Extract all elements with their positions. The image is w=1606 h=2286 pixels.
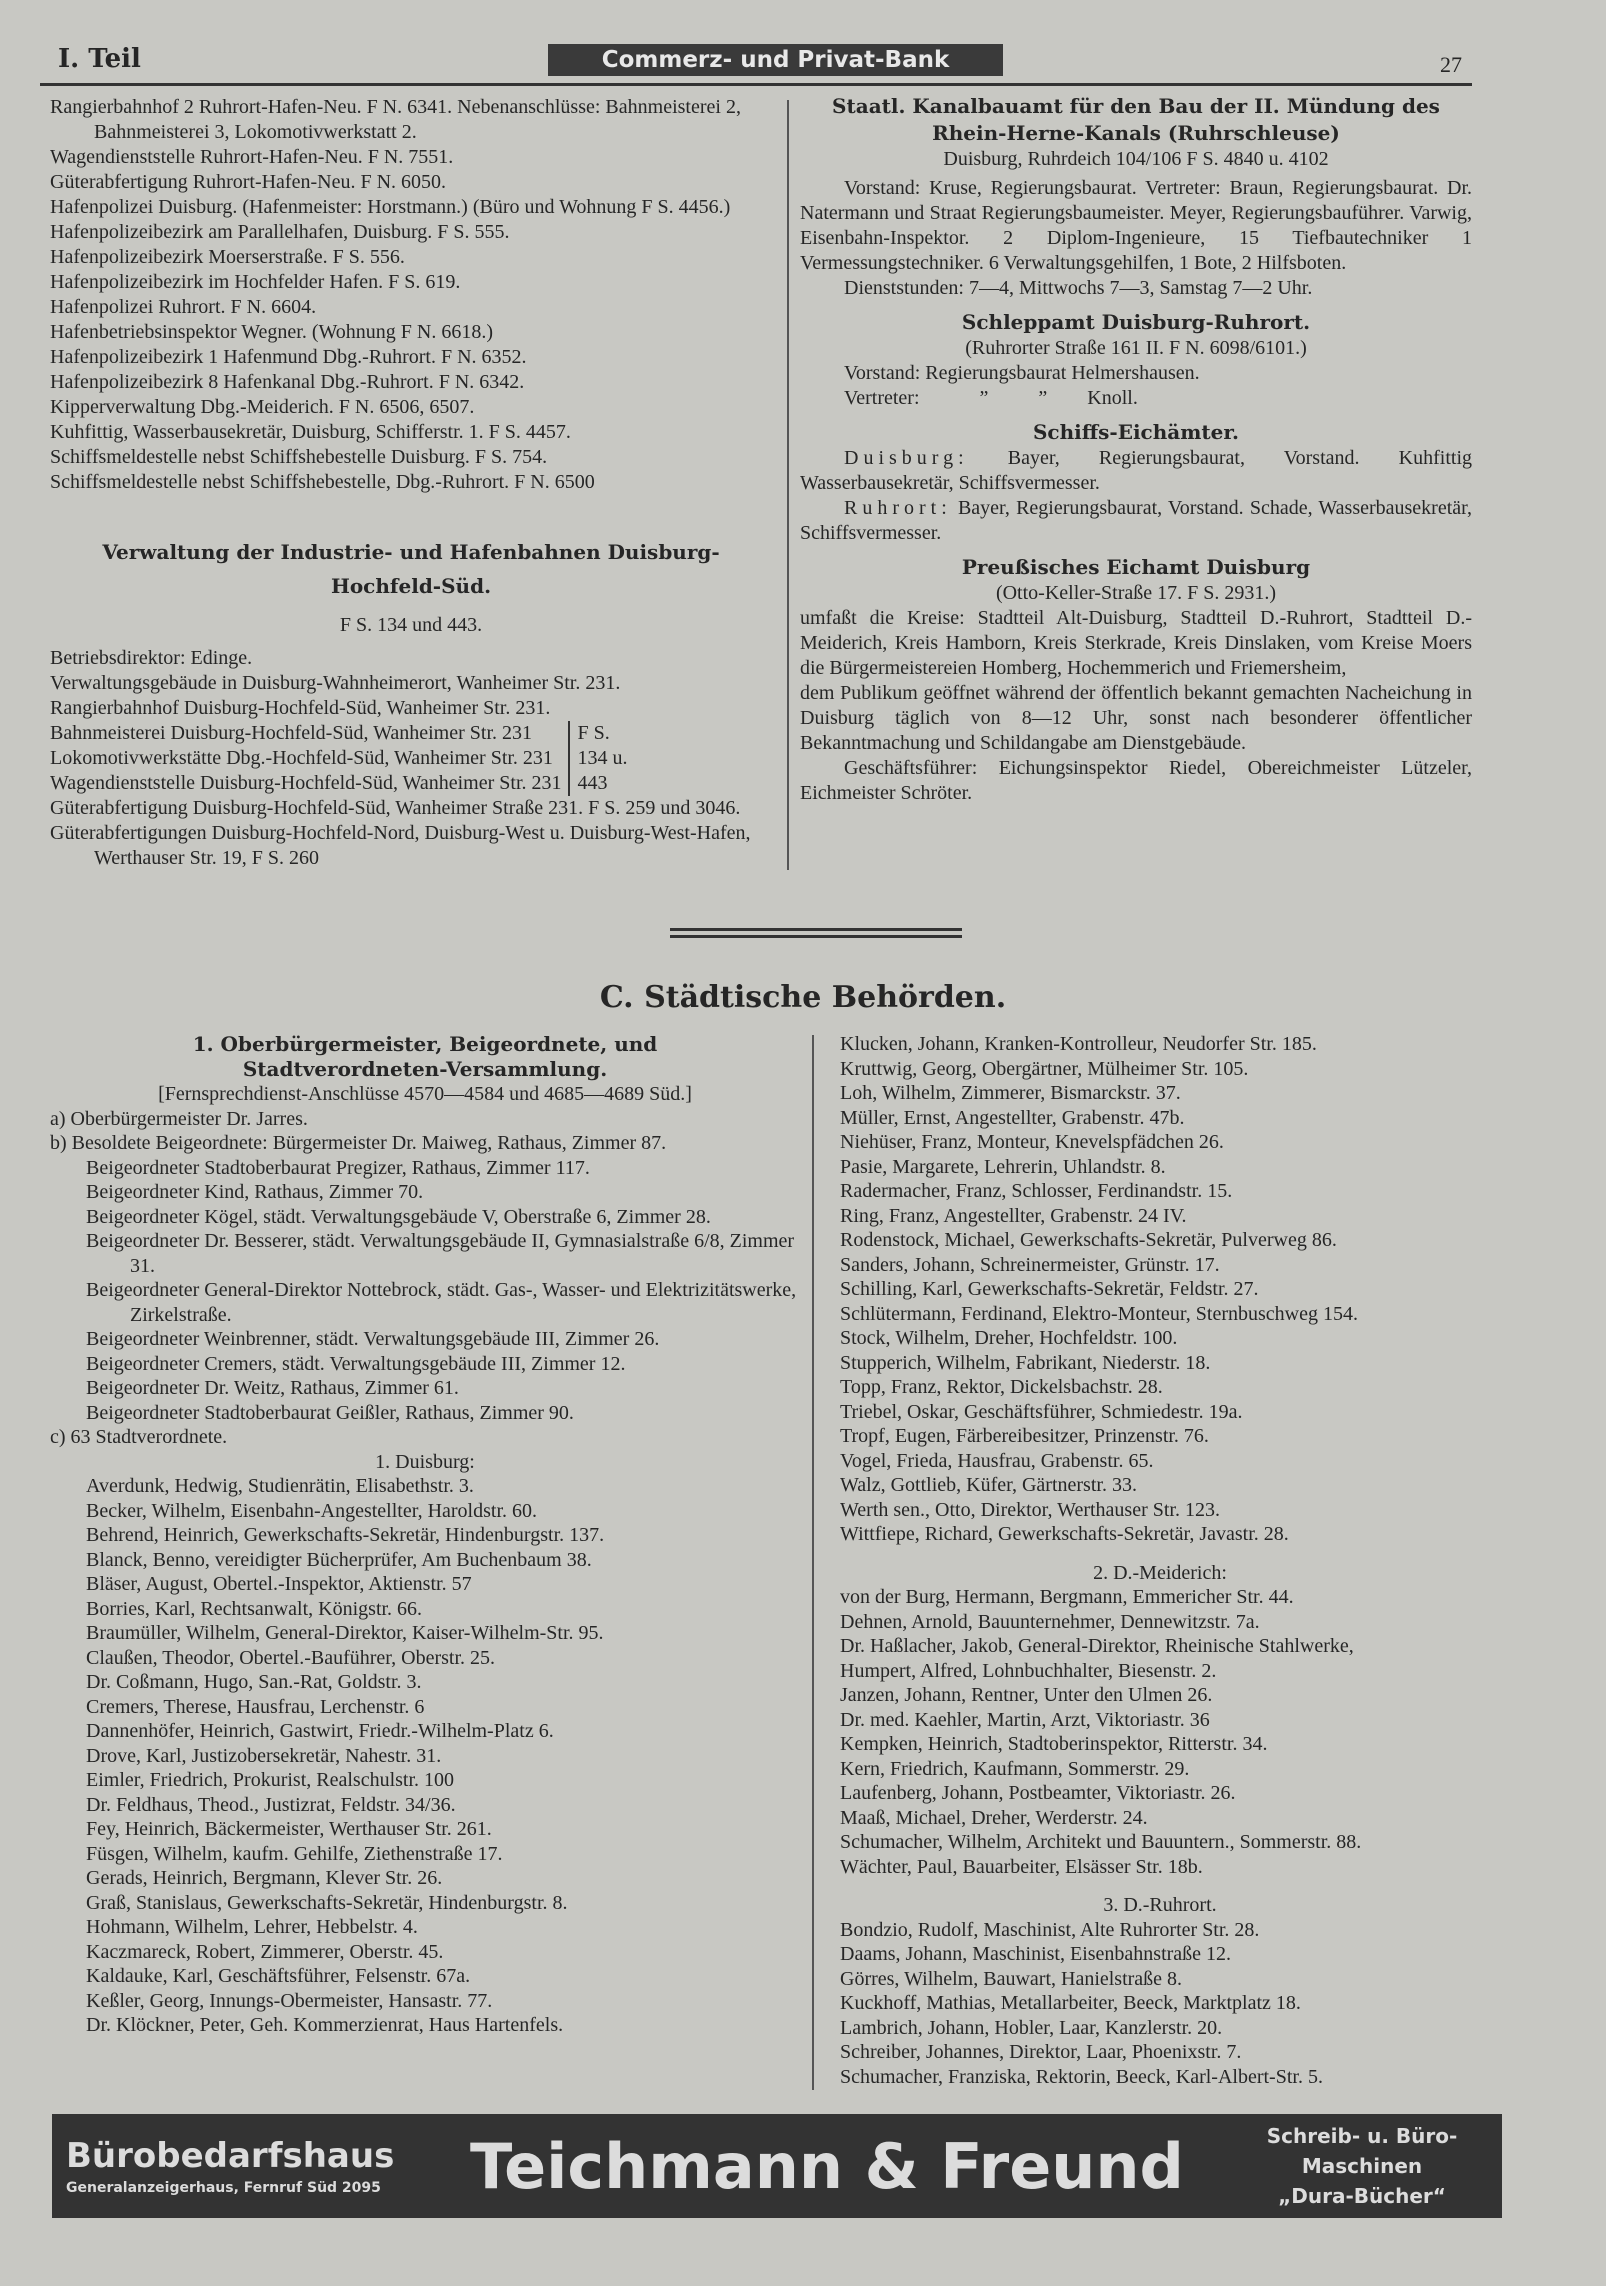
section-title: Schiffs-Eichämter. xyxy=(1032,420,1240,444)
list-item: Lokomotivwerkstätte Dbg.-Hochfeld-Süd, Wanheimer Str. 231 xyxy=(50,747,553,769)
list-item: Kipperverwaltung Dbg.-Meiderich. F N. 6506, 6507. xyxy=(50,396,475,418)
list-item: Beigeordneter Cremers, städt. Verwaltungsgebäude III, Zimmer 12. xyxy=(86,1352,626,1375)
list-item: Beigeordneter Dr. Besserer, städt. Verwaltungsgebäude II, Gymnasialstraße 6/8, Zimmer 31. xyxy=(86,1230,795,1277)
list xyxy=(50,1156,800,1426)
list-item: Betriebsdirektor: Edinge. xyxy=(50,647,253,669)
section-title: Staatl. Kanalbauamt für den Bau der II. Mündung des Rhein-Herne-Kanals (Ruhrschleuse) xyxy=(832,94,1440,145)
place: Ruhrort: xyxy=(844,497,952,519)
list-item: Wagendienststelle Ruhrort-Hafen-Neu. F N. 7551. xyxy=(50,146,454,168)
industriebahn-section xyxy=(50,535,772,871)
list-item: Schumacher, Wilhelm, Architekt und Bauuntern., Sommerstr. 88. xyxy=(840,1831,1362,1853)
list-item: Dr. Haßlacher, Jakob, General-Direktor, Rheinische Stahlwerke, xyxy=(840,1635,1354,1657)
list-item: Schilling, Karl, Gewerkschafts-Sekretär, Feldstr. 27. xyxy=(840,1278,1259,1300)
list-item: Hafenpolizeibezirk Moerserstraße. F S. 556. xyxy=(50,246,405,268)
list-item: Beigeordneter Stadtoberbaurat Pregizer, Rathaus, Zimmer 117. xyxy=(86,1156,590,1179)
column-divider xyxy=(787,100,789,870)
advert-line: Maschinen xyxy=(1301,2154,1423,2178)
list-item: Dehnen, Arnold, Bauunternehmer, Dennewitzstr. 7a. xyxy=(840,1610,1260,1633)
entry-text: Bayer, Regierungsbaurat, Vorstand. Schade, Wasserbausekretär, Schiffsvermesser. xyxy=(800,497,1473,544)
list-item: Dr. Feldhaus, Theod., Justizrat, Feldstr. 34/36. xyxy=(86,1793,456,1816)
list-item: Graß, Stanislaus, Gewerkschafts-Sekretär, Hindenburgstr. 8. xyxy=(86,1891,568,1914)
list-item: Füsgen, Wilhelm, kaufm. Gehilfe, Ziethenstraße 17. xyxy=(86,1842,503,1865)
list-item: Werth sen., Otto, Direktor, Werthauser Str. 123. xyxy=(840,1498,1220,1521)
list-item: Vogel, Frieda, Hausfrau, Grabenstr. 65. xyxy=(840,1449,1154,1472)
list-item: Dannenhöfer, Heinrich, Gastwirt, Friedr.-Wilhelm-Platz 6. xyxy=(86,1720,554,1742)
councillors-label: c) 63 Stadtverordnete. xyxy=(50,1426,228,1448)
list-item: Laufenberg, Johann, Postbeamter, Viktoriastr. 26. xyxy=(840,1782,1236,1804)
list-item: Klucken, Johann, Kranken-Kontrolleur, Neudorfer Str. 185. xyxy=(840,1033,1317,1055)
list-item: Claußen, Theodor, Obertel.-Bauführer, Oberstr. 25. xyxy=(86,1646,496,1669)
list-item: Schreiber, Johannes, Direktor, Laar, Phoenixstr. 7. xyxy=(840,2041,1242,2063)
district-label: 2. D.-Meiderich: xyxy=(1093,1561,1227,1584)
list-item: Schumacher, Franziska, Rektorin, Beeck, Karl-Albert-Str. 5. xyxy=(840,2065,1323,2088)
advert-left xyxy=(52,2134,432,2198)
list-item: Borries, Karl, Rechtsanwalt, Königstr. 66. xyxy=(86,1597,423,1620)
list-item: von der Burg, Hermann, Bergmann, Emmericher Str. 44. xyxy=(840,1586,1294,1608)
address: (Otto-Keller-Straße 17. F S. 2931.) xyxy=(995,582,1277,604)
list-item: Becker, Wilhelm, Eisenbahn-Angestellter, Haroldstr. 60. xyxy=(86,1499,537,1522)
list-item: Kuhfittig, Wasserbausekretär, Duisburg, Schifferstr. 1. F S. 4457. xyxy=(50,421,571,443)
vertreter-row xyxy=(800,386,1472,411)
section-title: Schleppamt Duisburg-Ruhrort. xyxy=(961,310,1311,334)
list-item: Kaczmareck, Robert, Zimmerer, Oberstr. 45. xyxy=(86,1940,444,1963)
list-item: Beigeordneter Kögel, städt. Verwaltungsgebäude V, Oberstraße 6, Zimmer 28. xyxy=(86,1205,711,1228)
list-item: Bläser, August, Obertel.-Inspektor, Aktienstr. 57 xyxy=(86,1573,472,1595)
entry-text: Bayer, Regierungsbaurat, Vorstand. Kuhfittig Wasserbausekretär, Schiffsvermesser. xyxy=(800,447,1472,494)
eichamt-entry xyxy=(800,496,1472,546)
list-item: Wittfiepe, Richard, Gewerkschafts-Sekretär, Javastr. 28. xyxy=(840,1523,1289,1545)
address: (Ruhrorter Straße 161 II. F N. 6098/6101.) xyxy=(965,337,1307,359)
list-item: Kruttwig, Georg, Obergärtner, Mülheimer Str. 105. xyxy=(840,1057,1249,1080)
list-item: Averdunk, Hedwig, Studienrätin, Elisabethstr. 3. xyxy=(86,1475,474,1497)
list-item: Sanders, Johann, Schreinermeister, Grünstr. 17. xyxy=(840,1253,1220,1276)
list-item: Humpert, Alfred, Lohnbuchhalter, Biesenstr. 2. xyxy=(840,1659,1217,1682)
list-item: Güterabfertigung Duisburg-Hochfeld-Süd, Wanheimer Straße 231. F S. 259 und 3046. xyxy=(50,797,741,819)
list xyxy=(840,1918,1480,2090)
list-item: Rangierbahnhof 2 Ruhrort-Hafen-Neu. F N. 6341. Nebenanschlüsse: Bahnmeisterei 2, Bahnmeisterei 3, Lokomotivwerkstatt 2. xyxy=(50,96,741,143)
list-item: Bondzio, Rudolf, Maschinist, Alte Ruhrorter Str. 28. xyxy=(840,1918,1260,1941)
eichamt-entry xyxy=(800,446,1472,496)
phone-lines: [Fernsprechdienst-Anschlüsse 4570—4584 und 4685—4689 Süd.] xyxy=(158,1083,692,1105)
list-item: Hafenbetriebsinspektor Wegner. (Wohnung F N. 6618.) xyxy=(50,321,493,343)
kanalbauamt-section xyxy=(800,93,1472,806)
list-item: Wagendienststelle Duisburg-Hochfeld-Süd, Wanheimer Str. 231 xyxy=(50,772,562,794)
place: Duisburg: xyxy=(844,447,969,469)
list-item: Hafenpolizeibezirk am Parallelhafen, Duisburg. F S. 555. xyxy=(50,221,510,243)
mayor: a) Oberbürgermeister Dr. Jarres. xyxy=(50,1107,308,1130)
list-item: Stock, Wilhelm, Dreher, Hochfeldstr. 100. xyxy=(840,1327,1178,1349)
list-item: Niehüser, Franz, Monteur, Knevelspfädchen 26. xyxy=(840,1131,1224,1153)
list-item: Kuckhoff, Mathias, Metallarbeiter, Beeck, Marktplatz 18. xyxy=(840,1992,1301,2014)
list-item: Beigeordneter Kind, Rathaus, Zimmer 70. xyxy=(86,1181,424,1203)
section-title: 1. Oberbürgermeister, Beigeordnete, und Stadtverordneten-Versammlung. xyxy=(192,1032,658,1081)
list-item: Daams, Johann, Maschinist, Eisenbahnstraße 12. xyxy=(840,1943,1232,1965)
list-item: Kern, Friedrich, Kaufmann, Sommerstr. 29. xyxy=(840,1757,1190,1780)
list-item: Blanck, Benno, vereidigter Bücherprüfer, Am Buchenbaum 38. xyxy=(86,1548,592,1571)
list-item: Beigeordneter Weinbrenner, städt. Verwaltungsgebäude III, Zimmer 26. xyxy=(86,1328,660,1350)
section-title: Verwaltung der Industrie- und Hafenbahnen Duisburg-Hochfeld-Süd. xyxy=(102,540,720,598)
section-rule xyxy=(670,935,962,938)
bracket-group xyxy=(50,721,772,796)
advert-right xyxy=(1222,2121,1502,2211)
bracket-phone: 134 u. xyxy=(577,747,628,769)
advert-shop: Bürobedarfshaus xyxy=(66,2136,395,2176)
list-item: Loh, Wilhelm, Zimmerer, Bismarckstr. 37. xyxy=(840,1082,1181,1104)
list-item: Güterabfertigungen Duisburg-Hochfeld-Nord, Duisburg-West u. Duisburg-West-Hafen, Werthauser Str. 19, F S. 260 xyxy=(50,822,751,869)
list-item: Görres, Wilhelm, Bauwart, Hanielstraße 8. xyxy=(840,1967,1183,1990)
districts: umfaßt die Kreise: Stadtteil Alt-Duisburg, Stadtteil D.-Ruhrort, Stadtteil D.-Meiderich, Kreis Hamborn, Kreis Sterkrade, Kreis Dinslaken, vom Kreise Moers die Bürgermeistereien Homberg, Hochemmerich und Friemersheim, xyxy=(800,607,1472,679)
list-item: Rodenstock, Michael, Gewerkschafts-Sekretär, Pulverweg 86. xyxy=(840,1229,1337,1251)
harbour-offices-list xyxy=(50,95,772,495)
staff-text: Vorstand: Kruse, Regierungsbaurat. Vertreter: Braun, Regierungsbaurat. Dr. Natermann und Straat Regierungsbaumeister. Meyer, Regierungsbauführer. Varwig, Eisenbahn-Inspektor. 2 Diplom-Ingenieure, 15 Tiefbautechniker 1 Vermessungstechniker. 6 Verwaltungsgehilfen, 1 Bote, 2 Hilfsboten. xyxy=(800,177,1472,274)
list-item: Wächter, Paul, Bauarbeiter, Elsässer Str. 18b. xyxy=(840,1855,1203,1878)
list-item: Güterabfertigung Ruhrort-Hafen-Neu. F N. 6050. xyxy=(50,171,447,193)
list xyxy=(570,721,628,796)
vorstand: Vorstand: Regierungsbaurat Helmershausen. xyxy=(844,362,1200,384)
list xyxy=(840,1032,1480,1547)
list xyxy=(50,721,570,796)
advert-company: Teichmann & Freund xyxy=(470,2129,1184,2203)
header-rule xyxy=(40,83,1472,86)
vertreter-name: Knoll. xyxy=(1087,387,1138,409)
list-item: Radermacher, Franz, Schlosser, Ferdinandstr. 15. xyxy=(840,1180,1233,1202)
list-item: Topp, Franz, Rektor, Dickelsbachstr. 28. xyxy=(840,1376,1163,1398)
list-item: Braumüller, Wilhelm, General-Direktor, Kaiser-Wilhelm-Str. 95. xyxy=(86,1622,604,1644)
list-item: Kaldauke, Karl, Geschäftsführer, Felsenstr. 67a. xyxy=(86,1965,471,1987)
paid-deputies: b) Besoldete Beigeordnete: Bürgermeister Dr. Maiweg, Rathaus, Zimmer 87. xyxy=(50,1132,667,1154)
page-number: 27 xyxy=(1440,52,1462,77)
staff-text: Geschäftsführer: Eichungsinspektor Riedel, Obereichmeister Lützeler, Eichmeister Schröter. xyxy=(800,757,1472,804)
list-item: Ring, Franz, Angestellter, Grabenstr. 24 IV. xyxy=(840,1204,1187,1227)
advert-line: „Dura-Bücher“ xyxy=(1278,2184,1446,2208)
advert-address: Generalanzeigerhaus, Fernruf Süd 2095 xyxy=(66,2180,381,2196)
list-item: Tropf, Eugen, Färbereibesitzer, Prinzenstr. 76. xyxy=(840,1425,1209,1447)
list-item: Dr. Klöckner, Peter, Geh. Kommerzienrat, Haus Hartenfels. xyxy=(86,2014,564,2036)
district-label: 3. D.-Ruhrort. xyxy=(1103,1894,1217,1916)
part-label: I. Teil xyxy=(58,44,141,74)
list-item: Hafenpolizei Duisburg. (Hafenmeister: Horstmann.) (Büro und Wohnung F S. 4456.) xyxy=(50,196,731,218)
vertreter-label: Vertreter: xyxy=(844,387,920,409)
list-item: Schiffsmeldestelle nebst Schiffshebestelle, Dbg.-Ruhrort. F N. 6500 xyxy=(50,471,595,493)
list-item: Rangierbahnhof Duisburg-Hochfeld-Süd, Wanheimer Str. 231. xyxy=(50,697,551,719)
bank-banner: Commerz- und Privat-Bank xyxy=(548,44,1003,76)
list-item: Müller, Ernst, Angestellter, Grabenstr. 47b. xyxy=(840,1106,1185,1129)
list-item: Janzen, Johann, Rentner, Unter den Ulmen 26. xyxy=(840,1684,1213,1706)
list-item: Behrend, Heinrich, Gewerkschafts-Sekretär, Hindenburgstr. 137. xyxy=(86,1524,605,1546)
district-label: 1. Duisburg: xyxy=(375,1450,475,1473)
advert-line: Schreib- u. Büro- xyxy=(1266,2124,1458,2148)
list-item: Lambrich, Johann, Hobler, Laar, Kanzlerstr. 20. xyxy=(840,2016,1223,2039)
list-item: Dr. med. Kaehler, Martin, Arzt, Viktoriastr. 36 xyxy=(840,1708,1210,1731)
list-item: Cremers, Therese, Hausfrau, Lerchenstr. 6 xyxy=(86,1695,425,1718)
list-item: Dr. Coßmann, Hugo, San.-Rat, Goldstr. 3. xyxy=(86,1671,422,1693)
list xyxy=(50,1474,800,2038)
list-item: Drove, Karl, Justizobersekretär, Nahestr. 31. xyxy=(86,1744,442,1767)
list-item: Hafenpolizeibezirk im Hochfelder Hafen. F S. 619. xyxy=(50,271,461,293)
list-item: Kempken, Heinrich, Stadtoberinspektor, Ritterstr. 34. xyxy=(840,1733,1268,1755)
city-council-right xyxy=(840,1032,1480,2089)
list xyxy=(50,646,772,721)
bracket-phone: F S. xyxy=(577,722,610,744)
list-item: Fey, Heinrich, Bäckermeister, Werthauser Str. 261. xyxy=(86,1818,492,1840)
list-item: Keßler, Georg, Innungs-Obermeister, Hansastr. 77. xyxy=(86,1989,493,2012)
bracket-phone: 443 xyxy=(577,772,608,794)
list-item: Walz, Gottlieb, Küfer, Gärtnerstr. 33. xyxy=(840,1474,1137,1496)
ditto-marks: ” ” xyxy=(979,387,1048,409)
list-item: Schlütermann, Ferdinand, Elektro-Monteur, Sternbuschweg 154. xyxy=(840,1302,1358,1325)
list xyxy=(50,95,772,495)
part-heading: C. Städtische Behörden. xyxy=(599,980,1007,1015)
address: Duisburg, Ruhrdeich 104/106 F S. 4840 u. 4102 xyxy=(943,148,1329,170)
list-item: Beigeordneter Stadtoberbaurat Geißler, Rathaus, Zimmer 90. xyxy=(86,1401,574,1424)
section-rule xyxy=(670,928,962,931)
list-item: Schiffsmeldestelle nebst Schiffshebestelle Duisburg. F S. 754. xyxy=(50,446,548,468)
advertisement-banner xyxy=(52,2114,1502,2218)
city-council-left xyxy=(50,1032,800,2038)
office-hours: Dienststunden: 7—4, Mittwochs 7—3, Samstag 7—2 Uhr. xyxy=(844,277,1313,299)
list-item: Eimler, Friedrich, Prokurist, Realschulstr. 100 xyxy=(86,1769,455,1791)
list-item: Stupperich, Wilhelm, Fabrikant, Niederstr. 18. xyxy=(840,1351,1211,1374)
list-item: Triebel, Oskar, Geschäftsführer, Schmiedestr. 19a. xyxy=(840,1400,1243,1423)
list xyxy=(50,796,772,871)
list-item: Maaß, Michael, Dreher, Werderstr. 24. xyxy=(840,1806,1148,1829)
list-item: Hafenpolizeibezirk 8 Hafenkanal Dbg.-Ruhrort. F N. 6342. xyxy=(50,371,525,393)
list-item: Hohmann, Wilhelm, Lehrer, Hebbelstr. 4. xyxy=(86,1916,418,1938)
list xyxy=(840,1585,1480,1879)
list-item: Beigeordneter General-Direktor Nottebrock, städt. Gas-, Wasser- und Elektrizitätswerke, Zirkelstraße. xyxy=(86,1279,797,1326)
list-item: Gerads, Heinrich, Bergmann, Klever Str. 26. xyxy=(86,1867,443,1889)
section-title: Preußisches Eichamt Duisburg xyxy=(961,555,1311,579)
list-item: Hafenpolizei Ruhrort. F N. 6604. xyxy=(50,296,317,318)
column-divider xyxy=(812,1035,814,2090)
list-item: Bahnmeisterei Duisburg-Hochfeld-Süd, Wanheimer Str. 231 xyxy=(50,722,533,744)
list-item: Verwaltungsgebäude in Duisburg-Wahnheimerort, Wanheimer Str. 231. xyxy=(50,672,621,694)
section-phone: F S. 134 und 443. xyxy=(339,614,483,636)
opening-hours: dem Publikum geöffnet während der öffentlich bekannt gemachten Nacheichung in Duisburg täglich von 8—12 Uhr, sonst nach besonderer öffentlicher Bekanntmachung und Schildangabe am Dienstgebäude. xyxy=(800,682,1472,754)
list-item: Pasie, Margarete, Lehrerin, Uhlandstr. 8. xyxy=(840,1155,1166,1178)
list-item: Hafenpolizeibezirk 1 Hafenmund Dbg.-Ruhrort. F N. 6352. xyxy=(50,346,527,368)
list-item: Beigeordneter Dr. Weitz, Rathaus, Zimmer 61. xyxy=(86,1377,459,1399)
